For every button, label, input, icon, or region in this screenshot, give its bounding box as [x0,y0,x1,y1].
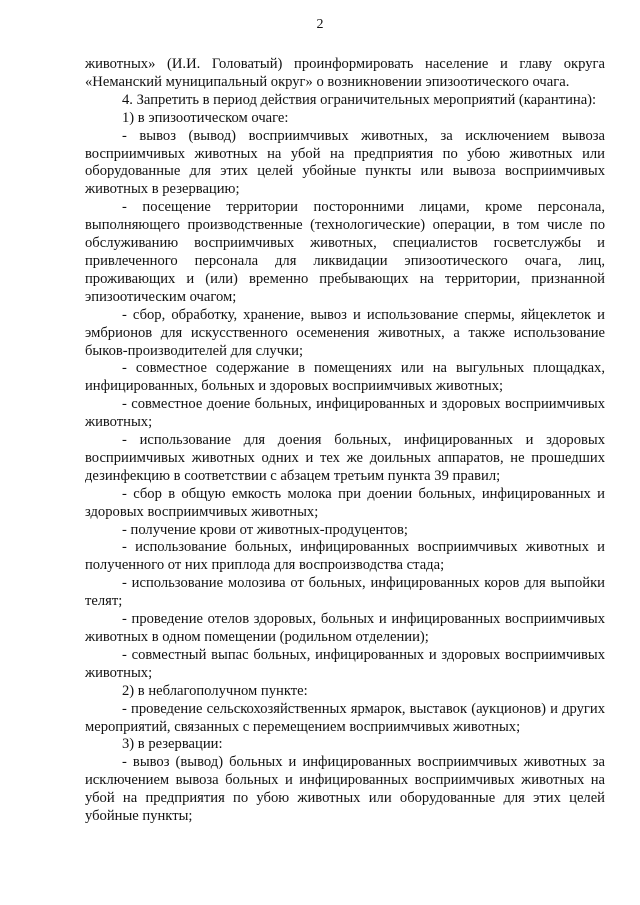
paragraph: - получение крови от животных-продуцентов; [122,521,408,538]
paragraph: - совместное содержание в помещениях или на выгульных площадках, инфицированных, больных и здоровых восприимчивых животных; [85,360,605,395]
paragraph: 2) в неблагополучном пункте: [122,682,308,699]
paragraph: 1) в эпизоотическом очаге: [122,109,289,126]
paragraph: животных» (И.И. Головатый) проинформировать население и главу округа «Неманский муниципальный округ» о возникновении эпизоотического очага. [85,56,605,90]
paragraph: - вывоз (вывод) больных и инфицированных восприимчивых животных за исключением вывоза больных и инфицированных восприимчивых животных на убой на предприятия по убою животных или оборудованные для этих целей убойные пункты; [85,754,605,825]
paragraph: 3) в резервации: [122,736,223,753]
paragraph: - посещение территории посторонними лицами, кроме персонала, выполняющего производственные (технологические) операции, в том числе по обслуживанию восприимчивых животных, специалистов госветслужбы и привлеченного персонала для ликвидации эпизоотического очага, лиц, проживающих и (или) временно пребывающих на территории, признанной эпизоотическим очагом; [85,199,605,305]
paragraph: - вывоз (вывод) восприимчивых животных, за исключением вывоза восприимчивых животных на убой на предприятия по убою животных или оборудованные для этих целей убойные пункты или вывоза восприимчивых животных в резервацию; [85,127,605,198]
paragraph: - использование молозива от больных, инфицированных коров для выпойки телят; [85,575,605,610]
paragraph: - использование для доения больных, инфицированных и здоровых восприимчивых животных одних и тех же доильных аппаратов, не прошедших дезинфекцию в соответствии с абзацем третьим пункта 39 правил; [85,432,605,484]
page-number: 2 [316,17,324,32]
paragraph: 4. Запретить в период действия ограничительных мероприятий (карантина): [122,91,597,108]
paragraph: - проведение сельскохозяйственных ярмарок, выставок (аукционов) и других мероприятий, связанных с перемещением восприимчивых животных; [85,700,605,735]
paragraph: - совместное доение больных, инфицированных и здоровых восприимчивых животных; [85,396,605,431]
paragraph: - совместный выпас больных, инфицированных и здоровых восприимчивых животных; [85,646,605,681]
paragraph: - сбор в общую емкость молока при доении больных, инфицированных и здоровых восприимчивых животных; [85,485,605,520]
paragraph: - использование больных, инфицированных восприимчивых животных и полученного от них приплода для воспроизводства стада; [85,539,605,574]
paragraph: - сбор, обработку, хранение, вывоз и использование спермы, яйцеклеток и эмбрионов для искусственного осеменения животных, а также использование быков-производителей для случки; [85,306,605,359]
document-body [85,56,605,826]
paragraph: - проведение отелов здоровых, больных и инфицированных восприимчивых животных в одном помещении (родильном отделении); [85,611,605,645]
